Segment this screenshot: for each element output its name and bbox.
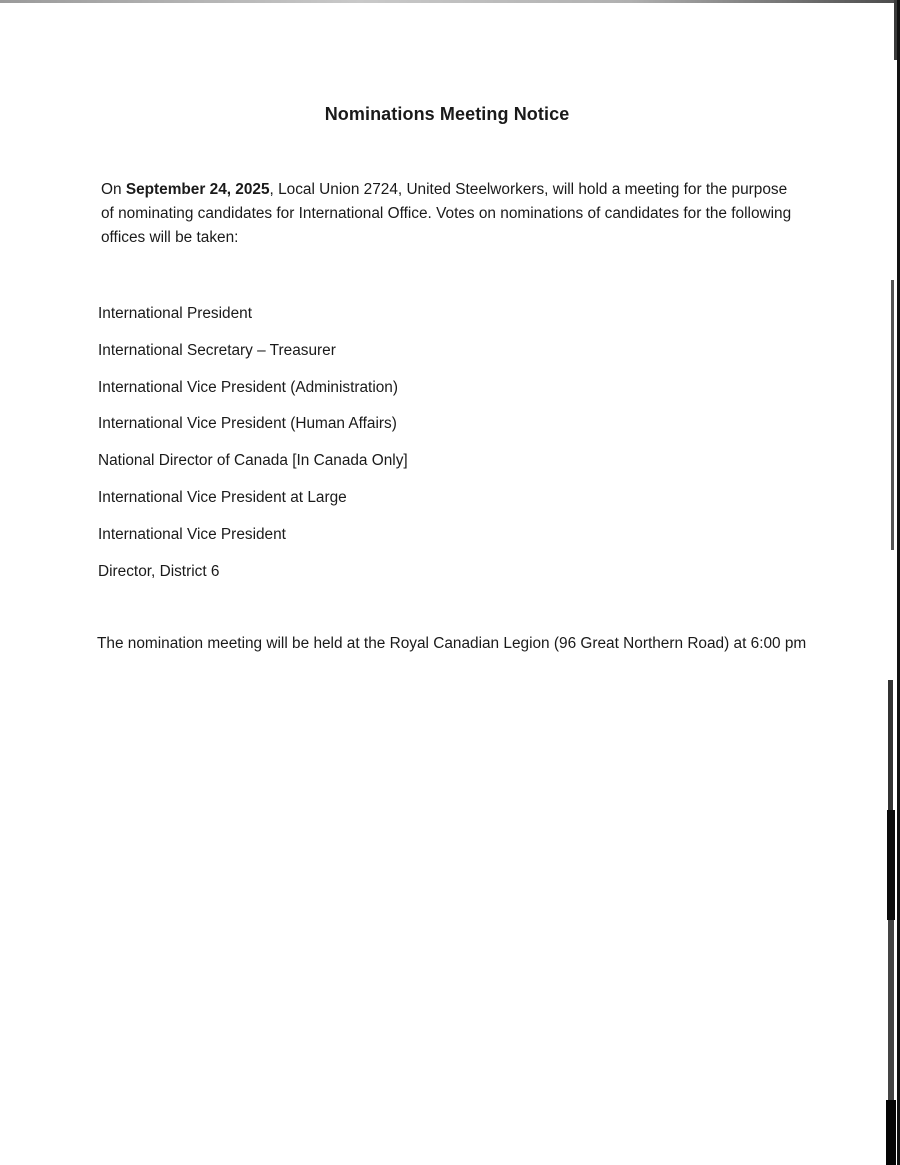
office-item: International Vice President [98,525,286,543]
scan-right-edge [884,0,900,1165]
scan-top-edge [0,0,900,3]
office-item: International Vice President (Administration) [98,378,398,396]
office-item: International Vice President (Human Affairs) [98,415,397,433]
office-item: International Secretary – Treasurer [98,341,336,359]
intro-prefix: On [101,181,126,198]
page-title: Nominations Meeting Notice [324,104,570,124]
closing-paragraph: The nomination meeting will be held at the Royal Canadian Legion (96 Great Northern Road) at 6:00 pm [97,635,807,652]
office-item: International Vice President at Large [98,488,347,506]
intro-text: , Local Union 2724, United Steelworkers, will hold a meeting for the purpose of nominating candidates for International Office. Votes on nominations of candidates for the following offices will be taken: [101,181,792,246]
meeting-date: September 24, 2025 [125,181,270,198]
office-item: National Director of Canada [In Canada Only] [98,452,408,470]
office-item: Director, District 6 [98,562,220,580]
office-item: International President [98,305,253,322]
offices-list [98,302,798,596]
intro-paragraph [101,178,801,250]
